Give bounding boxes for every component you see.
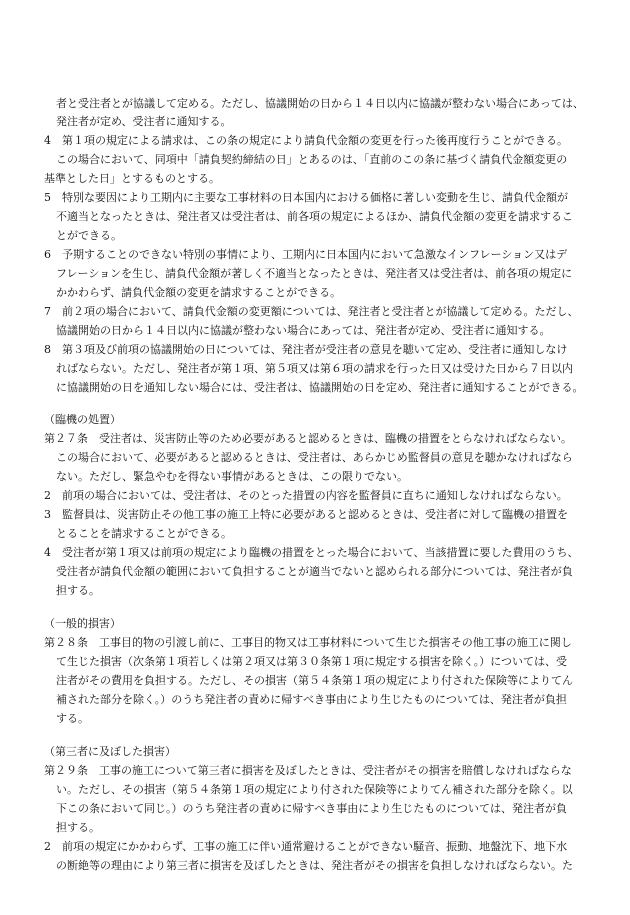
- paragraph-line: 2 前項の規定にかかわらず、工事の施工に伴い通常避けることができない騒音、振動、地盤沈下、地下水: [44, 840, 568, 853]
- paragraph-line: 4 第１項の規定による請求は、この条の規定により請負代金額の変更を行った後再度行うことができる。: [44, 134, 568, 147]
- paragraph-line: 4 受注者が第１項又は前項の規定により臨機の措置をとった場合において、当該措置に要した費用のうち、: [44, 546, 579, 559]
- text-line: この場合において、同項中「請負契約締結の日」とあるのは、「直前のこの条に基づく請負代金額変更の: [56, 153, 568, 166]
- text-line: とができる。: [56, 229, 122, 242]
- text-line: 者と受注者とが協議して定める。ただし、協議開始の日から１４日以内に協議が整わない場合にあっては、: [56, 97, 584, 110]
- article-line: 第２７条 受注者は、災害防止等のため必要があると認めるときは、臨機の措置をとらなければならない。: [44, 432, 572, 445]
- paragraph-line: 5 特別な要因により工期内に主要な工事材料の日本国内における価格に著しい変動を生じ、請負代金額が: [44, 191, 568, 204]
- paragraph-line: 3 監督員は、災害防止その他工事の施工上特に必要があると認めるときは、受注者に対して臨機の措置を: [44, 508, 568, 521]
- text-line: 担する。: [56, 584, 100, 597]
- text-line: かかわらず、請負代金額の変更を請求することができる。: [56, 286, 342, 299]
- paragraph-line: 7 前２項の場合において、請負代金額の変更額については、発注者と受注者とが協議して定める。ただし、: [44, 305, 579, 318]
- text-line: とることを請求することができる。: [56, 527, 232, 540]
- article-line: 第２８条 工事目的物の引渡し前に、工事目的物又は工事材料について生じた損害その他工事の施工に関し: [44, 636, 572, 649]
- text-line: 担する。: [56, 821, 100, 834]
- section-heading: （臨機の処置）: [44, 413, 121, 426]
- text-line: この場合において、必要があると認めるときは、受注者は、あらかじめ監督員の意見を聴かなければなら: [56, 451, 573, 464]
- text-line: 受注者が請負代金額の範囲において負担することが適当でないと認められる部分については、発注者が負: [56, 565, 573, 578]
- text-line: 下この条において同じ。）のうち発注者の責めに帰すべき事由により生じたものについては、発注者が負: [56, 802, 568, 815]
- text-line: 協議開始の日から１４日以内に協議が整わない場合にあっては、発注者が定め、受注者に通知する。: [56, 324, 551, 337]
- paragraph-line: 8 第３項及び前項の協議開始の日については、発注者が受注者の意見を聴いて定め、受注者に通知しなけ: [44, 343, 568, 356]
- section-heading: （第三者に及ぼした損害）: [44, 745, 176, 758]
- text-line: て生じた損害（次条第１項若しくは第２項又は第３０条第１項に規定する損害を除く。）については、受: [56, 655, 568, 668]
- text-line: の断絶等の理由により第三者に損害を及ぼしたときは、発注者がその損害を負担しなければならない。た: [56, 859, 573, 872]
- text-line: フレーションを生じ、請負代金額が著しく不適当となったときは、発注者又は受注者は、前各項の規定に: [56, 267, 573, 280]
- text-line: ればならない。ただし、発注者が第１項、第５項又は第６項の請求を行った日又は受けた日から７日以内: [56, 362, 573, 375]
- text-line: 注者がその費用を負担する。ただし、その損害（第５４条第１項の規定により付された保険等によりてん: [56, 674, 573, 687]
- section-heading: （一般的損害）: [44, 617, 121, 630]
- text-line: い。ただし、その損害（第５４条第１項の規定により付された保険等によりてん補された部分を除く。以: [56, 783, 573, 796]
- article-line: 第２９条 工事の施工について第三者に損害を及ぼしたときは、受注者がその損害を賠償しなければならな: [44, 764, 572, 777]
- paragraph-line: 6 予期することのできない特別の事情により、工期内に日本国内において急激なインフレーション又はデ: [44, 248, 568, 261]
- text-line: 不適当となったときは、発注者又は受注者は、前各項の規定によるほか、請負代金額の変更を請求するこ: [56, 210, 573, 223]
- text-line: ない。ただし、緊急やむを得ない事情があるときは、この限りでない。: [56, 470, 408, 483]
- text-line: 補された部分を除く。）のうち発注者の責めに帰すべき事由により生じたものについては、発注者が負担: [56, 693, 567, 706]
- text-line: に協議開始の日を通知しない場合には、受注者は、協議開始の日を定め、発注者に通知することができる。: [56, 381, 584, 394]
- text-line: 発注者が定め、受注者に通知する。: [56, 115, 232, 128]
- text-line: する。: [56, 712, 89, 725]
- text-line: 基準とした日」とするものとする。: [44, 172, 220, 185]
- paragraph-line: 2 前項の場合においては、受注者は、そのとった措置の内容を監督員に直ちに通知しなければならない。: [44, 489, 568, 502]
